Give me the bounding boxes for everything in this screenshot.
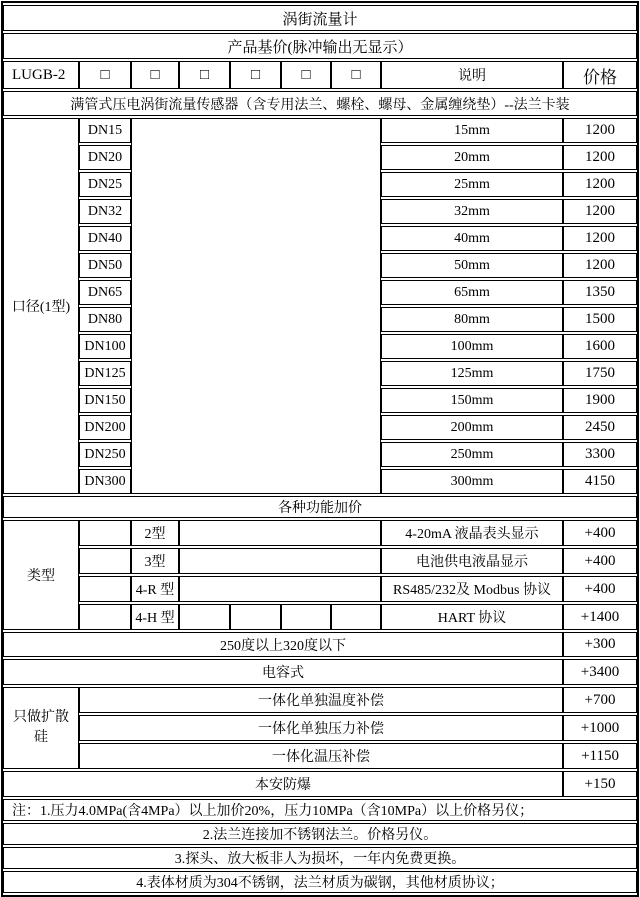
- dn-code: DN50: [79, 253, 131, 278]
- empty-cell: [281, 604, 331, 630]
- type-code: 2型: [131, 520, 179, 546]
- dn-size: 15mm: [381, 118, 563, 143]
- empty-cell: [331, 604, 381, 630]
- dn-code: DN25: [79, 172, 131, 197]
- silicon-desc: 一体化温压补偿: [79, 743, 563, 769]
- dn-size: 25mm: [381, 172, 563, 197]
- dn-price: 1750: [563, 361, 637, 386]
- dn-size: 125mm: [381, 361, 563, 386]
- type-code: 3型: [131, 548, 179, 574]
- note-3: 3.探头、放大板非人为损坏，一年内免费更换。: [3, 847, 637, 869]
- description-header: 说明: [381, 61, 563, 89]
- diameter-section-label: 口径(1型): [3, 118, 79, 494]
- dn-price: 1200: [563, 118, 637, 143]
- type-desc: RS485/232及 Modbus 协议: [381, 576, 563, 602]
- type-code: 4-R 型: [131, 576, 179, 602]
- dn-size: 300mm: [381, 469, 563, 494]
- silicon-price: +1000: [563, 715, 637, 741]
- sensor-description-row: [3, 91, 637, 116]
- silicon-price: +1150: [563, 743, 637, 769]
- dn-code: DN65: [79, 280, 131, 305]
- dn-code: DN300: [79, 469, 131, 494]
- page-title: 涡街流量计: [3, 5, 637, 31]
- function-section-title: 各种功能加价: [3, 496, 637, 518]
- model-label: LUGB-2: [3, 61, 79, 89]
- extra-desc: 250度以上320度以下: [3, 632, 563, 657]
- type-row: [3, 604, 637, 630]
- type-price: +400: [563, 576, 637, 602]
- note-4: 4.表体材质为304不锈钢，法兰材质为碳钢，其他材质协议；: [3, 871, 637, 893]
- title-row: [3, 5, 637, 31]
- silicon-desc: 一体化单独温度补偿: [79, 687, 563, 713]
- dn-code: DN80: [79, 307, 131, 332]
- extra-price: +300: [563, 632, 637, 657]
- type-row: [3, 548, 637, 574]
- type-row: [3, 520, 637, 546]
- silicon-row: [3, 743, 637, 769]
- silicon-price: +700: [563, 687, 637, 713]
- dn-price: 4150: [563, 469, 637, 494]
- silicon-row: [3, 687, 637, 713]
- capacitive-row: [3, 659, 637, 685]
- option-checkbox-3[interactable]: □: [179, 61, 230, 89]
- empty-cell: [131, 118, 381, 494]
- type-price: +400: [563, 520, 637, 546]
- type-code: 4-H 型: [131, 604, 179, 630]
- dn-price: 1200: [563, 253, 637, 278]
- empty-cell: [230, 604, 281, 630]
- base-price-subtitle: 产品基价(脉冲输出无显示）: [3, 33, 637, 59]
- dn-code: DN20: [79, 145, 131, 170]
- type-section-label: 类型: [3, 520, 79, 630]
- note-row: [3, 823, 637, 845]
- subtitle-row: [3, 33, 637, 59]
- type-price: +400: [563, 548, 637, 574]
- extra-price: +3400: [563, 659, 637, 685]
- empty-cell: [79, 604, 131, 630]
- dn-price: 1900: [563, 388, 637, 413]
- type-desc: HART 协议: [381, 604, 563, 630]
- function-header-row: [3, 496, 637, 518]
- dn-code: DN15: [79, 118, 131, 143]
- type-row: [3, 576, 637, 602]
- dn-price: 3300: [563, 442, 637, 467]
- dn-size: 250mm: [381, 442, 563, 467]
- dn-price: 1350: [563, 280, 637, 305]
- temperature-row: [3, 632, 637, 657]
- dn-size: 80mm: [381, 307, 563, 332]
- silicon-label-text: 只做扩散硅: [13, 709, 69, 745]
- note-row: [3, 871, 637, 893]
- empty-cell: [179, 548, 381, 574]
- option-checkbox-4[interactable]: □: [230, 61, 281, 89]
- dn-code: DN200: [79, 415, 131, 440]
- price-header: 价格: [563, 61, 637, 89]
- dn-price: 1600: [563, 334, 637, 359]
- dn-code: DN40: [79, 226, 131, 251]
- note-1: 注：1.压力4.0MPa(含4MPa）以上加价20%，压力10MPa（含10MPa）以上价格另仪；: [3, 799, 637, 821]
- dn-size: 32mm: [381, 199, 563, 224]
- header-row: [3, 61, 637, 89]
- note-2: 2.法兰连接加不锈钢法兰。价格另仪。: [3, 823, 637, 845]
- empty-cell: [79, 576, 131, 602]
- option-checkbox-5[interactable]: □: [281, 61, 331, 89]
- sensor-description: 满管式压电涡街流量传感器（含专用法兰、螺栓、螺母、金属缠绕垫）--法兰卡装: [3, 91, 637, 116]
- dn-price: 2450: [563, 415, 637, 440]
- silicon-row: [3, 715, 637, 741]
- extra-desc: 电容式: [3, 659, 563, 685]
- empty-cell: [179, 604, 230, 630]
- empty-cell: [179, 576, 381, 602]
- intrinsic-safety-row: [3, 771, 637, 797]
- silicon-section-label: [3, 687, 79, 769]
- empty-cell: [79, 520, 131, 546]
- dn-code: DN32: [79, 199, 131, 224]
- type-price: +1400: [563, 604, 637, 630]
- dn-code: DN100: [79, 334, 131, 359]
- note-row: [3, 847, 637, 869]
- empty-cell: [79, 548, 131, 574]
- dn-code: DN125: [79, 361, 131, 386]
- dn-size: 20mm: [381, 145, 563, 170]
- type-desc: 4-20mA 液晶表头显示: [381, 520, 563, 546]
- price-table: [1, 1, 639, 897]
- dn-size: 200mm: [381, 415, 563, 440]
- dn-code: DN150: [79, 388, 131, 413]
- empty-cell: [179, 520, 381, 546]
- dn-size: 150mm: [381, 388, 563, 413]
- option-checkbox-2[interactable]: □: [131, 61, 179, 89]
- safety-price: +150: [563, 771, 637, 797]
- dn-price: 1200: [563, 172, 637, 197]
- dn-price: 1200: [563, 199, 637, 224]
- type-desc: 电池供电液晶显示: [381, 548, 563, 574]
- dn-size: 50mm: [381, 253, 563, 278]
- dn-price: 1200: [563, 145, 637, 170]
- safety-desc: 本安防爆: [3, 771, 563, 797]
- option-checkbox-6[interactable]: □: [331, 61, 381, 89]
- dn-size: 100mm: [381, 334, 563, 359]
- option-checkbox-1[interactable]: □: [79, 61, 131, 89]
- dn-price: 1200: [563, 226, 637, 251]
- note-row: [3, 799, 637, 821]
- silicon-desc: 一体化单独压力补偿: [79, 715, 563, 741]
- dn-size: 40mm: [381, 226, 563, 251]
- dn-size: 65mm: [381, 280, 563, 305]
- dn-row: [3, 118, 637, 143]
- dn-code: DN250: [79, 442, 131, 467]
- dn-price: 1500: [563, 307, 637, 332]
